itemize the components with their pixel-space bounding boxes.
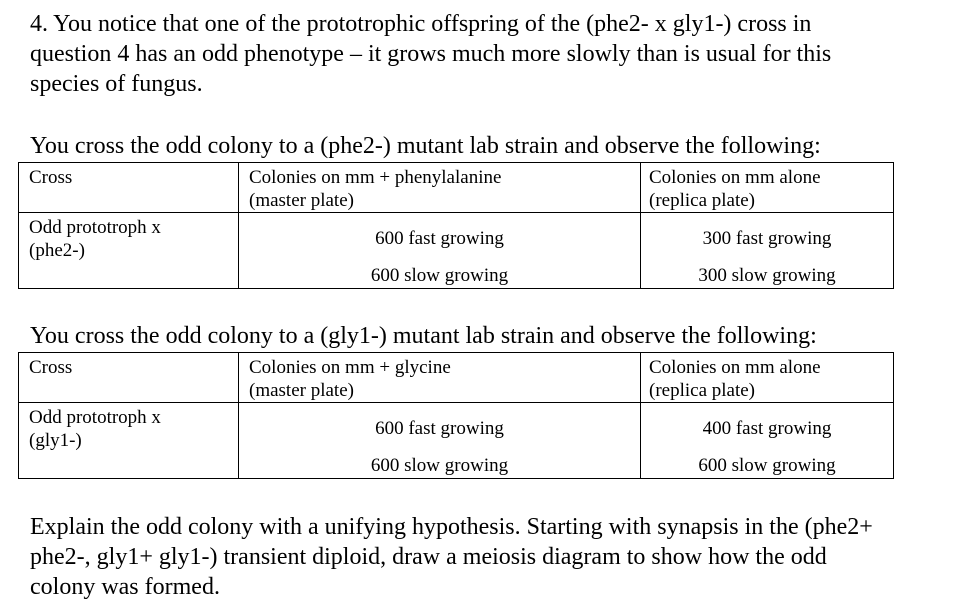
intro-line: species of fungus. bbox=[30, 71, 203, 97]
header-replica bbox=[641, 353, 894, 403]
cross-line: Odd prototroph x bbox=[29, 217, 161, 238]
intro-line: question 4 has an odd phenotype – it grows much more slowly than is usual for this bbox=[30, 41, 832, 67]
header-master-line: (master plate) bbox=[249, 190, 354, 211]
prompt-line: colony was formed. bbox=[30, 574, 220, 600]
cross-line: (phe2-) bbox=[29, 240, 85, 261]
table-header-row bbox=[19, 353, 894, 403]
cell-cross bbox=[19, 403, 239, 479]
intro-line: 4. You notice that one of the prototrophic offspring of the (phe2- x gly1-) cross in bbox=[30, 11, 812, 37]
prompt-line: phe2-, gly1+ gly1-) transient diploid, draw a meiosis diagram to show how the odd bbox=[30, 544, 827, 570]
cross-line: Odd prototroph x bbox=[29, 407, 161, 428]
question-intro bbox=[30, 9, 945, 99]
question-prompt bbox=[30, 512, 945, 602]
master-slow-count: 600 slow growing bbox=[370, 265, 509, 286]
table-row bbox=[19, 403, 894, 479]
header-replica-line: (replica plate) bbox=[649, 190, 756, 211]
header-master bbox=[239, 163, 641, 213]
header-replica-line: Colonies on mm alone bbox=[649, 357, 821, 378]
master-fast-count: 600 fast growing bbox=[375, 418, 504, 439]
master-fast-count: 600 fast growing bbox=[375, 228, 504, 249]
table-header-row bbox=[19, 163, 894, 213]
header-master-line: (master plate) bbox=[249, 380, 354, 401]
table-row bbox=[19, 213, 894, 289]
header-cross-label: Cross bbox=[29, 167, 73, 188]
header-master-line: Colonies on mm + glycine bbox=[249, 357, 451, 378]
experiment-2-heading: You cross the odd colony to a (gly1-) mutant lab strain and observe the following: bbox=[30, 323, 817, 349]
master-slow-count: 600 slow growing bbox=[370, 455, 509, 476]
header-master bbox=[239, 353, 641, 403]
header-cross-label: Cross bbox=[29, 357, 73, 378]
cell-master-counts bbox=[239, 213, 641, 289]
header-cross bbox=[19, 353, 239, 403]
experiment-1-heading: You cross the odd colony to a (phe2-) mutant lab strain and observe the following: bbox=[30, 133, 821, 159]
experiment-2-table bbox=[18, 352, 894, 479]
cell-replica-counts bbox=[641, 213, 894, 289]
cell-cross bbox=[19, 213, 239, 289]
header-cross bbox=[19, 163, 239, 213]
header-master-line: Colonies on mm + phenylalanine bbox=[249, 167, 502, 188]
cross-line: (gly1-) bbox=[29, 430, 82, 451]
header-replica bbox=[641, 163, 894, 213]
cell-master-counts bbox=[239, 403, 641, 479]
prompt-line: Explain the odd colony with a unifying hypothesis. Starting with synapsis in the (phe2+ bbox=[30, 514, 873, 540]
replica-slow-count: 600 slow growing bbox=[698, 455, 836, 476]
header-replica-line: (replica plate) bbox=[649, 380, 756, 401]
replica-fast-count: 400 fast growing bbox=[702, 418, 832, 439]
replica-fast-count: 300 fast growing bbox=[702, 228, 832, 249]
experiment-1-table bbox=[18, 162, 894, 289]
header-replica-line: Colonies on mm alone bbox=[649, 167, 821, 188]
cell-replica-counts bbox=[641, 403, 894, 479]
replica-slow-count: 300 slow growing bbox=[698, 265, 836, 286]
